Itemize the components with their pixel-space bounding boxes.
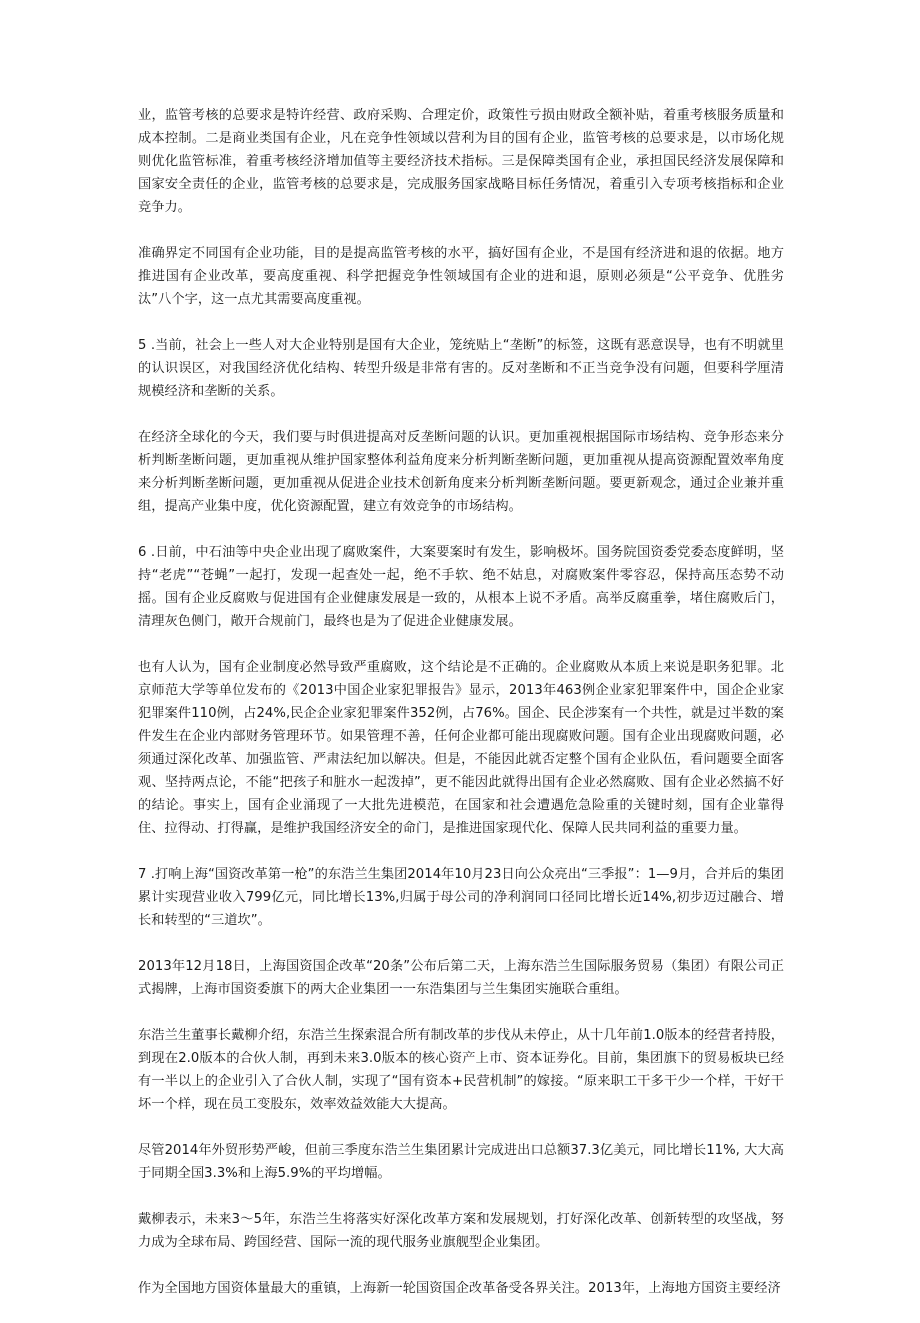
paragraph-future-plan: 戴柳表示，未来3～5年，东浩兰生将落实好深化改革方案和发展规划，打好深化改革、创新转型的攻坚战，努力成为全球布局、跨国经营、国际一流的现代服务业旗舰型企业集团。 xyxy=(138,1212,784,1250)
document-page xyxy=(138,104,784,1323)
paragraph-merger-date: 2013年12月18日，上海国资国企改革“20条”公布后第二天，上海东浩兰生国际服务贸易（集团）有限公司正式揭牌，上海市国资委旗下的两大企业集团一一东浩集团与兰生集团实施联合重组。 xyxy=(138,959,784,997)
paragraph-anti-monopoly: 在经济全球化的今天，我们要与时俱进提高对反垄断问题的认识。更加重视根据国际市场结构、竞争形态来分析判断垄断问题，更加重视从维护国家整体利益角度来分析判断垄断问题，更加重视从提高资源配置效率角度来分析判断垄断问题，更加重视从促进企业技术创新角度来分析判断垄断问题。要更新观念，通过企业兼并重组，提高产业集中度，优化资源配置，建立有效竞争的市场结构。 xyxy=(138,430,784,514)
paragraph-mixed-ownership: 东浩兰生董事长戴柳介绍，东浩兰生探索混合所有制改革的步伐从未停止，从十几年前1.0版本的经营者持股，到现在2.0版本的合伙人制，再到未来3.0版本的核心资产上市、资本证券化。目前，集团旗下的贸易板块已经有一半以上的企业引入了合伙人制，实现了“国有资本+民营机制”的嫁接。“原来职工干多干少一个样，干好干坏一个样，现在员工变股东，效率效益效能大大提高。 xyxy=(138,1028,784,1112)
paragraph-point-5-monopoly: 5 .当前，社会上一些人对大企业特别是国有大企业，笼统贴上“垄断”的标签，这既有恶意误导，也有不明就里的认识误区，对我国经济优化结构、转型升级是非常有害的。反对垄断和不正当竞争没有问题，但要科学厘清规模经济和垄断的关系。 xyxy=(138,338,784,399)
paragraph-point-7-donghao-lansheng: 7 .打响上海“国资改革第一枪”的东浩兰生集团2014年10月23日向公众亮出“三季报”：1—9月，合并后的集团累计实现营业收入799亿元，同比增长13%,归属于母公司的净利润同口径同比增长近14%,初步迈过融合、增长和转型的“三道坎”。 xyxy=(138,867,784,928)
paragraph-point-6-corruption: 6 .日前，中石油等中央企业出现了腐败案件，大案要案时有发生，影响极坏。国务院国资委党委态度鲜明，坚持“老虎”“苍蝇”一起打，发现一起查处一起，绝不手软、绝不姑息，对腐败案件零容忍，保持高压态势不动摇。国有企业反腐败与促进国有企业健康发展是一致的，从根本上说不矛盾。高举反腐重拳，堵住腐败后门，清理灰色侧门，敞开合规前门，最终也是为了促进企业健康发展。 xyxy=(138,545,784,629)
paragraph-trade-results: 尽管2014年外贸形势严峻，但前三季度东浩兰生集团累计完成进出口总额37.3亿美元，同比增长11%, 大大高于同期全国3.3%和上海5.9%的平均增幅。 xyxy=(138,1143,784,1181)
paragraph-shanghai-reform: 作为全国地方国资体量最大的重镇，上海新一轮国资国企改革备受各界关注。2013年，上海地方国资主要经济 xyxy=(138,1281,781,1296)
paragraph-corruption-statistics: 也有人认为，国有企业制度必然导致严重腐败，这个结论是不正确的。企业腐败从本质上来说是职务犯罪。北京师范大学等单位发布的《2013中国企业家犯罪报告》显示，2013年463例企业家犯罪案件中，国企企业家犯罪案件110例，占24%,民企企业家犯罪案件352例，占76%。国企、民企涉案有一个共性，就是过半数的案件发生在企业内部财务管理环节。如果管理不善，任何企业都可能出现腐败问题。国有企业出现腐败问题，必须通过深化改革、加强监管、严肃法纪加以解决。但是，不能因此就否定整个国有企业队伍，看问题要全面客观、坚持两点论，不能“把孩子和脏水一起泼掉”，更不能因此就得出国有企业必然腐败、国有企业必然搞不好的结论。事实上，国有企业涌现了一大批先进模范，在国家和社会遭遇危急险重的关键时刻，国有企业靠得住、拉得动、打得赢，是维护我国经济安全的命门，是推进国家现代化、保障人民共同利益的重要力量。 xyxy=(138,660,784,836)
paragraph-function-definition: 准确界定不同国有企业功能，目的是提高监管考核的水平，搞好国有企业，不是国有经济进和退的依据。地方推进国有企业改革，要高度重视、科学把握竞争性领域国有企业的进和退，原则必须是“公平竞争、优胜劣汰”八个字，这一点尤其需要高度重视。 xyxy=(138,246,784,307)
paragraph-supervision-types: 业，监管考核的总要求是特许经营、政府采购、合理定价，政策性亏损由财政全额补贴，着重考核服务质量和成本控制。二是商业类国有企业，凡在竞争性领域以营利为目的国有企业，监管考核的总要求是，以市场化规则优化监管标准，着重考核经济增加值等主要经济技术指标。三是保障类国有企业，承担国民经济发展保障和国家安全责任的企业，监管考核的总要求是，完成服务国家战略目标任务情况，着重引入专项考核指标和企业竞争力。 xyxy=(138,108,784,215)
